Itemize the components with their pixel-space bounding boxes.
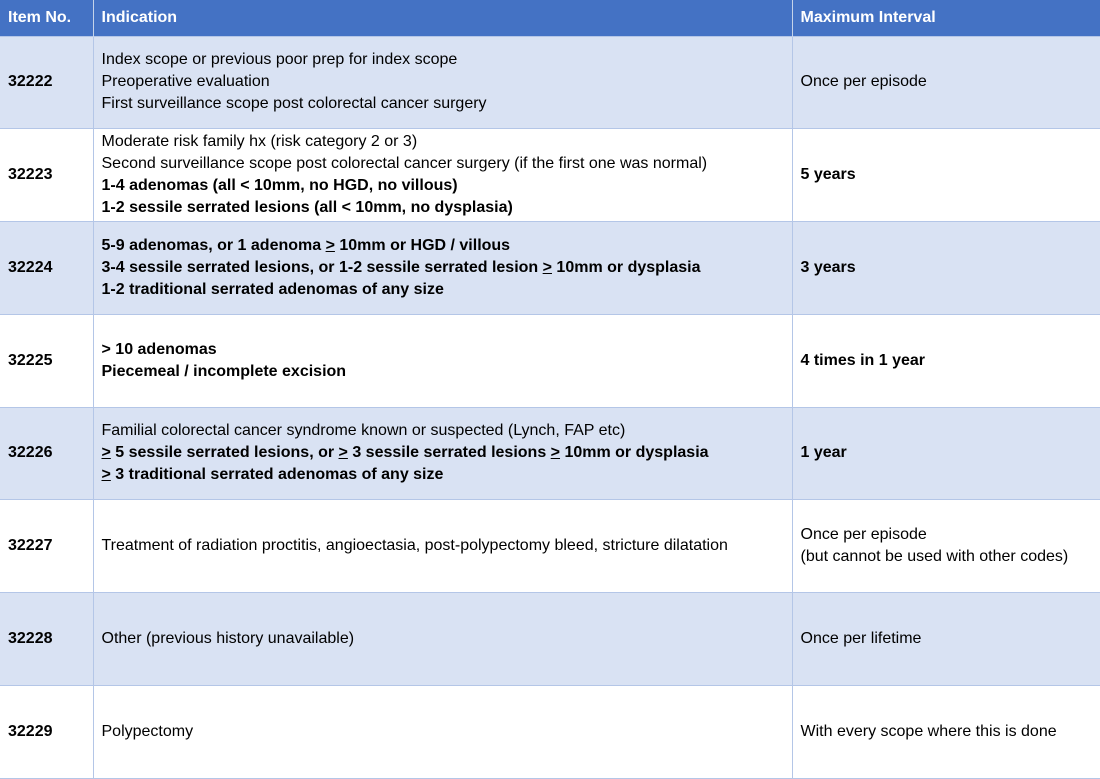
indication-cell — [93, 593, 792, 686]
indication-line: Moderate risk family hx (risk category 2 or 3) — [101, 133, 418, 151]
interval-line: Once per episode — [800, 526, 927, 544]
greater-or-equal-symbol: > — [325, 236, 335, 254]
table-row — [0, 36, 1100, 129]
interval-cell — [792, 500, 1100, 593]
greater-or-equal-symbol: > — [101, 466, 111, 484]
indication-cell — [93, 222, 792, 315]
item-number: 32225 — [0, 314, 93, 407]
interval-line: With every scope where this is done — [800, 722, 1057, 740]
interval-cell — [792, 593, 1100, 686]
item-number: 32227 — [0, 500, 93, 593]
indication-line: > 10 adenomas — [101, 340, 217, 358]
item-number: 32224 — [0, 222, 93, 315]
interval-line: Once per lifetime — [800, 629, 922, 647]
interval-line: 5 years — [800, 166, 856, 184]
interval-cell — [792, 222, 1100, 315]
table-row — [0, 500, 1100, 593]
item-number: 32223 — [0, 129, 93, 222]
greater-or-equal-symbol: > — [542, 258, 552, 276]
indication-line: Piecemeal / incomplete excision — [101, 362, 347, 380]
item-number: 32229 — [0, 685, 93, 778]
indication-line: 3-4 sessile serrated lesions, or 1-2 sessile serrated lesion > 10mm or dysplasia — [101, 258, 701, 276]
item-number: 32226 — [0, 407, 93, 500]
interval-cell — [792, 129, 1100, 222]
indication-line: Second surveillance scope post colorectal cancer surgery (if the first one was normal) — [101, 155, 708, 173]
indication-line: 5-9 adenomas, or 1 adenoma > 10mm or HGD / villous — [101, 236, 511, 254]
interval-line: 1 year — [800, 444, 847, 462]
header-indication: Indication — [93, 0, 792, 36]
interval-cell — [792, 36, 1100, 129]
indication-line: > 3 traditional serrated adenomas of any size — [101, 466, 444, 484]
item-number: 32228 — [0, 593, 93, 686]
interval-cell — [792, 314, 1100, 407]
table-row — [0, 407, 1100, 500]
item-number: 32222 — [0, 36, 93, 129]
indication-line: Index scope or previous poor prep for index scope — [101, 51, 458, 69]
table-row — [0, 222, 1100, 315]
indication-line: 1-4 adenomas (all < 10mm, no HGD, no villous) — [101, 177, 458, 195]
indication-cell — [93, 685, 792, 778]
interval-line: 3 years — [800, 258, 856, 276]
indication-cell — [93, 500, 792, 593]
table-row — [0, 593, 1100, 686]
indication-cell — [93, 314, 792, 407]
interval-cell — [792, 685, 1100, 778]
indication-cell — [93, 407, 792, 500]
interval-cell — [792, 407, 1100, 500]
header-maximum-interval: Maximum Interval — [792, 0, 1100, 36]
table-row — [0, 314, 1100, 407]
header-item-no: Item No. — [8, 8, 72, 26]
greater-or-equal-symbol: > — [101, 444, 111, 462]
table-row — [0, 685, 1100, 778]
indication-line: Familial colorectal cancer syndrome known or suspected (Lynch, FAP etc) — [101, 422, 626, 440]
indication-line: First surveillance scope post colorectal cancer surgery — [101, 95, 487, 113]
indication-cell — [93, 36, 792, 129]
greater-or-equal-symbol: > — [550, 444, 561, 462]
table-row — [0, 129, 1100, 222]
interval-line: 4 times in 1 year — [800, 351, 926, 369]
greater-or-equal-symbol: > — [338, 444, 348, 462]
indication-line: Preoperative evaluation — [101, 73, 270, 91]
interval-line: (but cannot be used with other codes) — [800, 548, 1069, 566]
indication-line: 1-2 sessile serrated lesions (all < 10mm, no dysplasia) — [101, 199, 513, 217]
indication-line: Other (previous history unavailable) — [101, 629, 355, 647]
indication-line: 1-2 traditional serrated adenomas of any size — [101, 280, 444, 298]
indication-line: Polypectomy — [101, 722, 194, 740]
interval-line: Once per episode — [800, 73, 927, 91]
indication-line: > 5 sessile serrated lesions, or > 3 sessile serrated lesions > 10mm or dysplasia — [101, 444, 709, 462]
indication-cell — [93, 129, 792, 222]
table-header-row — [0, 0, 1100, 36]
indication-line: Treatment of radiation proctitis, angioectasia, post-polypectomy bleed, stricture dilatation — [101, 537, 728, 555]
